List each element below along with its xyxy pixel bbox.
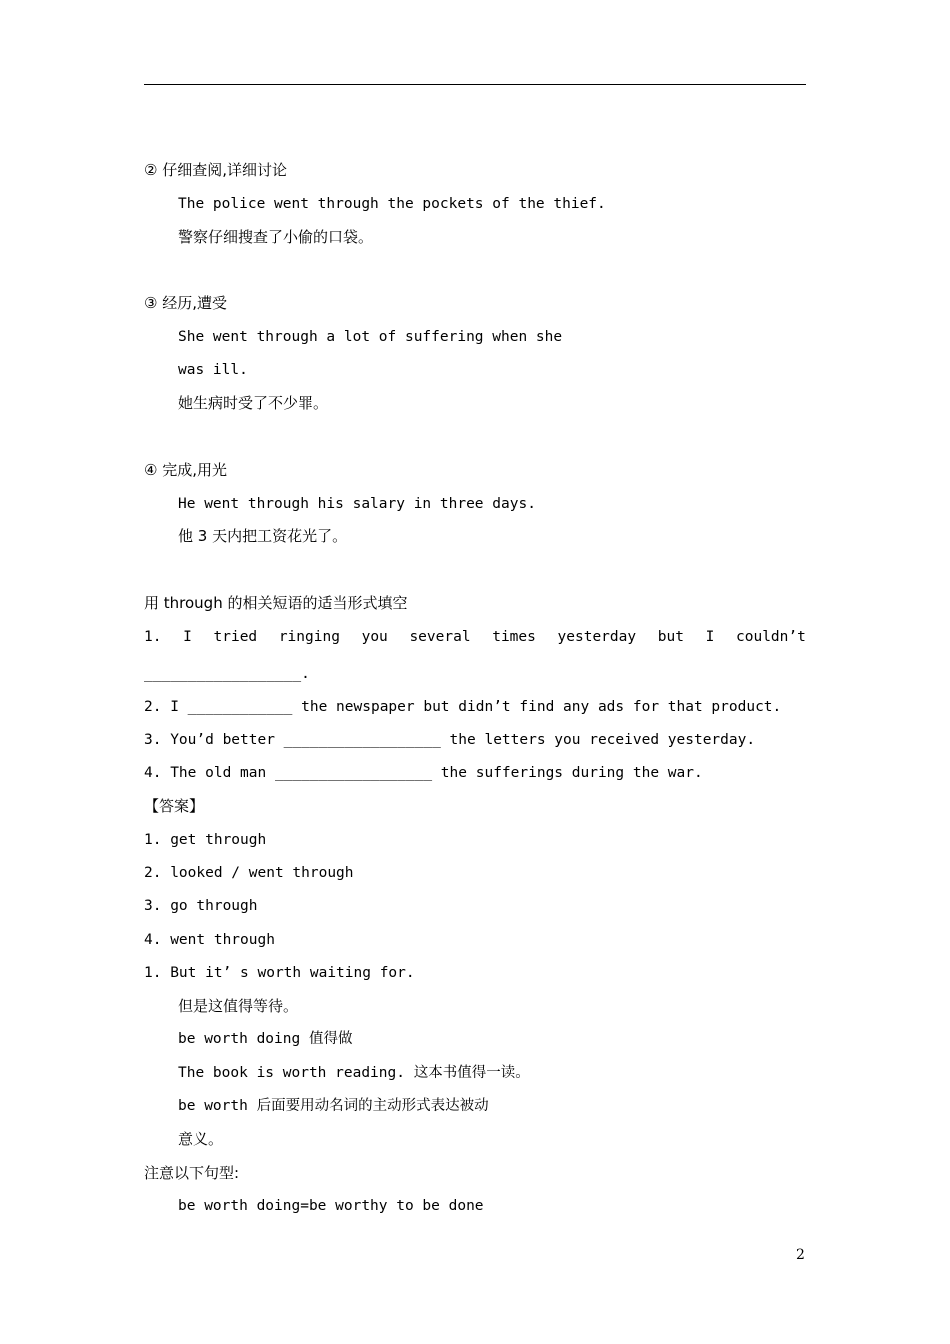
- q1-word: I: [705, 629, 715, 645]
- section-3-example-en-1: She went through a lot of suffering when she: [178, 329, 563, 345]
- note-pattern: be worth doing=be worthy to be done: [178, 1198, 484, 1214]
- exercise-instruction: 用 through 的相关短语的适当形式填空: [144, 594, 408, 612]
- answer-1: 1. get through: [144, 832, 267, 848]
- exercise-question-3: 3. You’d better __________________ the letters you received yesterday.: [144, 732, 756, 748]
- q1-word: tried: [213, 629, 258, 645]
- answer-3: 3. go through: [144, 898, 258, 914]
- q1-word: you: [361, 629, 388, 645]
- note-example: The book is worth reading. 这本书值得一读。: [178, 1065, 530, 1081]
- exercise-question-4: 4. The old man __________________ the sufferings during the war.: [144, 765, 703, 781]
- exercise-question-2: 2. I ____________ the newspaper but didn’t find any ads for that product.: [144, 699, 782, 715]
- header-rule: [144, 84, 806, 85]
- section-4-heading: ④ 完成,用光: [144, 461, 227, 479]
- answer-2: 2. looked / went through: [144, 865, 354, 881]
- section-4-example-cn: 他 3 天内把工资花光了。: [178, 527, 348, 545]
- q1-word: couldn’t: [736, 629, 806, 645]
- answer-4: 4. went through: [144, 932, 275, 948]
- section-2-example-cn: 警察仔细搜查了小偷的口袋。: [178, 228, 374, 246]
- note-rule-line-2: 意义。: [178, 1130, 224, 1148]
- section-2-heading: ② 仔细查阅,详细讨论: [144, 161, 287, 179]
- section-4-example-en: He went through his salary in three days.: [178, 496, 536, 512]
- exercise-question-1-blank: __________________.: [144, 666, 310, 682]
- q1-word: several: [409, 629, 471, 645]
- exercise-question-1: [144, 627, 806, 647]
- answers-label: 【答案】: [144, 797, 205, 815]
- note-sentence: 1. But it’ s worth waiting for.: [144, 965, 415, 981]
- section-3-example-en-2: was ill.: [178, 362, 248, 378]
- note-sentence-cn: 但是这值得等待。: [178, 997, 299, 1015]
- note-pattern-label: 注意以下句型:: [144, 1164, 240, 1182]
- note-phrase: be worth doing 值得做: [178, 1031, 353, 1047]
- page-number: 2: [796, 1247, 805, 1263]
- q1-word: 1.: [144, 629, 162, 645]
- section-3-heading: ③ 经历,遭受: [144, 294, 227, 312]
- q1-word: times: [492, 629, 536, 645]
- q1-word: I: [183, 629, 192, 645]
- section-2-example-en: The police went through the pockets of the thief.: [178, 196, 606, 212]
- q1-word: but: [657, 629, 684, 645]
- note-rule-line-1: be worth 后面要用动名词的主动形式表达被动: [178, 1098, 489, 1114]
- q1-word: yesterday: [557, 629, 637, 645]
- q1-word: ringing: [278, 629, 340, 645]
- section-3-example-cn: 她生病时受了不少罪。: [178, 394, 329, 412]
